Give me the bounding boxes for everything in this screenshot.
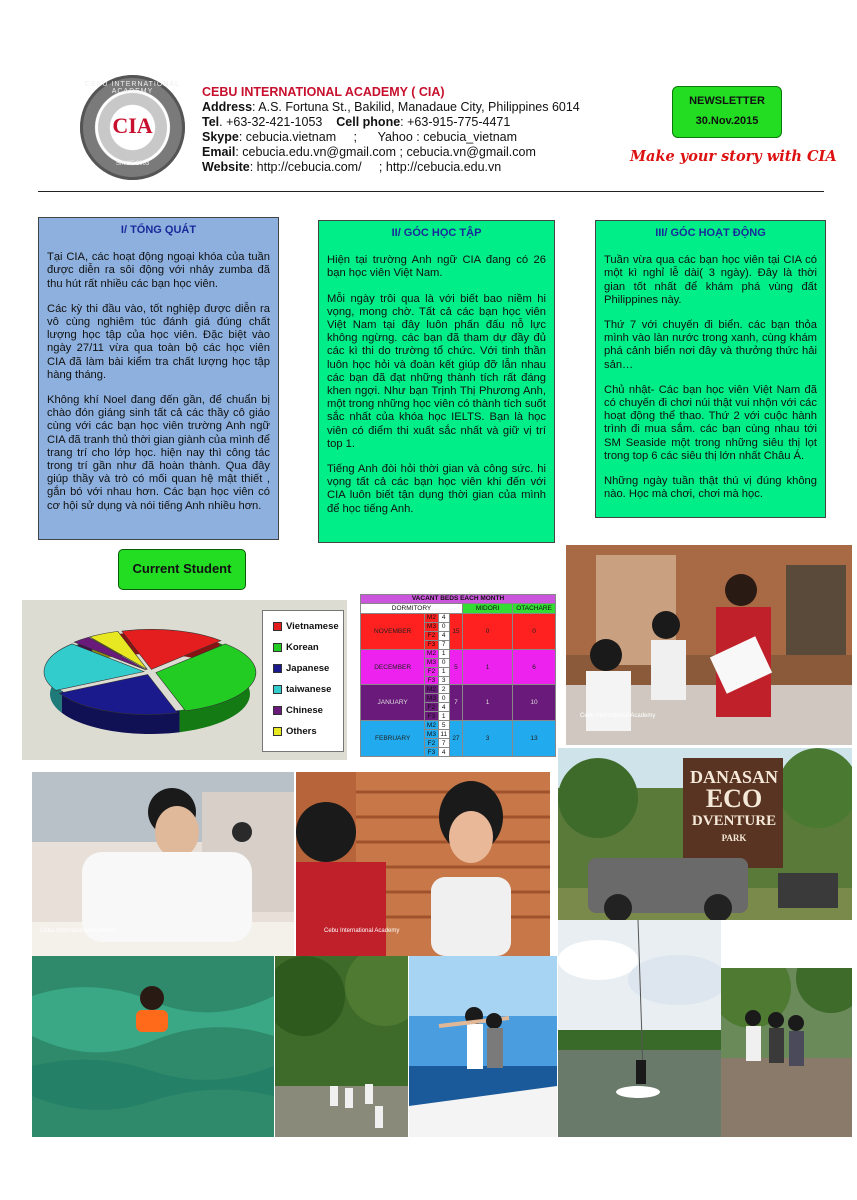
beds-midori: 1 [463, 649, 513, 685]
pie-chart [22, 600, 262, 760]
beds-row [361, 649, 556, 658]
logo-text: CIA [112, 113, 153, 138]
legend-label: Korean [286, 642, 319, 653]
beds-room-type: M2 [425, 685, 438, 694]
beds-room-type: M3 [425, 658, 438, 667]
legend-swatch [273, 727, 282, 736]
overview-title: I/ TỔNG QUÁT [120, 224, 197, 236]
email-label: Email [202, 145, 236, 159]
beds-room-count: 4 [438, 631, 449, 640]
beds-room-count: 4 [438, 703, 449, 712]
study-paragraph: Hiện tại trường Anh ngữ CIA đang có 26 bạn học viên Việt Nam. [327, 254, 546, 280]
beds-room-type: F3 [425, 712, 438, 721]
skype-value: : cebucia.vietnam ; Yahoo : cebucia_vietnam [238, 130, 518, 144]
current-student-label: Current Student [118, 549, 246, 590]
photo-image [32, 956, 274, 1137]
beds-room-type: M2 [425, 613, 438, 622]
legend-swatch [273, 622, 282, 631]
legend-item [273, 642, 319, 654]
beds-otachare: 0 [513, 613, 556, 649]
legend-swatch [273, 685, 282, 694]
tel-label: Tel [202, 115, 220, 129]
beds-otachare: 6 [513, 649, 556, 685]
vacant-beds-table [360, 594, 556, 757]
legend-item [273, 684, 331, 696]
beds-room-type: F3 [425, 640, 438, 649]
beds-month: JANUARY [361, 685, 425, 721]
park-sign-line: ECO [705, 784, 763, 813]
legend-label: Others [286, 726, 317, 737]
beds-midori: 3 [463, 721, 513, 757]
address-line [202, 100, 580, 115]
beds-room-count: 11 [438, 730, 449, 739]
beds-row [361, 685, 556, 694]
activity-title: III/ GÓC HOẠT ĐỘNG [655, 227, 766, 239]
legend-swatch [273, 664, 282, 673]
legend-label: Japanese [286, 663, 330, 674]
beds-midori: 0 [463, 613, 513, 649]
photo-rocks-group [721, 968, 852, 1137]
legend-swatch [273, 643, 282, 652]
photo-watermark: Cebu International Academy [324, 928, 400, 934]
email-value: : cebucia.edu.vn@gmail.com ; cebucia.vn@gmail.com [235, 145, 536, 159]
beds-dorm-total: 7 [449, 685, 462, 721]
activity-paragraph: Những ngày tuần thật thú vị đúng không nào. Học mà chơi, chơi mà học. [604, 475, 817, 501]
photo-watermark: Cebu International Academy [40, 928, 116, 934]
beds-row [361, 613, 556, 622]
beds-room-type: F2 [425, 703, 438, 712]
photo-student-writing [32, 772, 294, 956]
website-value: : http://cebucia.com/ ; http://cebucia.edu.vn [249, 160, 502, 174]
beds-otachare: 13 [513, 721, 556, 757]
photo-boat-pose [409, 956, 557, 1137]
photo-teacher-talking [296, 772, 550, 956]
beds-room-count: 1 [438, 667, 449, 676]
cell-value: : +63-915-775-4471 [400, 115, 511, 129]
photo-image [275, 956, 408, 1137]
phone-line [202, 115, 580, 130]
beds-room-count: 1 [438, 649, 449, 658]
park-sign-line: DVENTURE [691, 813, 777, 829]
cia-logo [80, 75, 185, 180]
study-section [318, 220, 555, 543]
beds-dorm-total: 5 [449, 649, 462, 685]
address-value: : A.S. Fortuna St., Bakilid, Manadaue City, Philippines 6014 [252, 100, 580, 114]
photo-wakeboard [558, 920, 721, 1137]
photo-image [721, 968, 852, 1137]
park-sign [686, 766, 782, 844]
beds-dorm-total: 27 [449, 721, 462, 757]
beds-room-count: 3 [438, 676, 449, 685]
study-paragraph: Tiếng Anh đòi hỏi thời gian và công sức. hi vọng tất cả các bạn học viên khi đến với CIA luôn biết tận dụng thời gian của mình để học tiếng Anh. [327, 463, 546, 515]
beds-room-type: M3 [425, 694, 438, 703]
beds-midori: 1 [463, 685, 513, 721]
beds-room-type: F2 [425, 739, 438, 748]
legend-label: taiwanese [286, 684, 332, 695]
beds-room-count: 0 [438, 622, 449, 631]
beds-room-type: M2 [425, 721, 438, 730]
beds-header-midori: MIDORI [463, 603, 513, 613]
photo-swimming [32, 956, 274, 1137]
photo-watermark: Cebu International Academy [580, 713, 656, 719]
legend-label: Chinese [286, 705, 323, 716]
beds-row [361, 721, 556, 730]
beds-room-type: M3 [425, 730, 438, 739]
legend-item [273, 621, 339, 633]
photo-image [409, 956, 557, 1137]
address-label: Address [202, 100, 253, 114]
legend-item [273, 663, 329, 675]
org-name: CEBU INTERNATIONAL ACADEMY ( CIA) [202, 85, 445, 99]
study-title: II/ GÓC HỌC TẬP [391, 227, 482, 239]
website-line [202, 160, 580, 175]
legend-label: Vietnamese [286, 621, 339, 632]
legend-item [273, 726, 317, 738]
beds-room-type: F3 [425, 748, 438, 757]
beds-room-count: 0 [438, 694, 449, 703]
tel-value: . +63-32-421-1053 [219, 115, 323, 129]
study-paragraph: Mỗi ngày trôi qua là với biết bao niềm hi vọng, mong chờ. Tất cả các bạn học viên Việt Nam tại đây luôn phấn đấu nỗ lực không ngừng. các bạn đã tham dự đầy đủ các kì thi do trường tổ chức. Với tinh thần luôn học hỏi và đoàn kết giúp đỡ lẫn nhau các bạn đã đạt những thành tích rất đáng khen ngợi. Như bạn Trịnh Thị Phương Anh, một trong những học viên có thành tích suốt sắc nhất của khóa học IELTS. Bạn là học viên có điểm thi xuất sắc nhất và giữ vị trí top 1. [327, 292, 546, 450]
beds-room-count: 7 [438, 640, 449, 649]
logo-ring-text: CEBU INTERNATIONAL ACADEMY [85, 81, 180, 95]
beds-room-type: F2 [425, 667, 438, 676]
skype-label: Skype [202, 130, 239, 144]
overview-paragraph: Tại CIA, các hoạt động ngoại khóa của tuần được diễn ra sôi động với nhảy zumba đã thu hút rất nhiều các bạn học viên. [47, 251, 270, 290]
beds-otachare: 10 [513, 685, 556, 721]
contact-block [202, 85, 580, 175]
beds-room-count: 4 [438, 613, 449, 622]
legend-swatch [273, 706, 282, 715]
park-sign-line: PARK [721, 833, 747, 843]
beds-month: FEBRUARY [361, 721, 425, 757]
photo-eco-adventure-park [558, 748, 852, 920]
park-sign-line: DANASAN [689, 767, 778, 787]
photo-waterfall-group [275, 956, 408, 1137]
logo-since-text: SINCE 2003 [115, 161, 150, 167]
beds-room-type: F3 [425, 676, 438, 685]
beds-month: DECEMBER [361, 649, 425, 685]
beds-header-otachare: OTACHARE [513, 603, 556, 613]
website-label: Website [202, 160, 250, 174]
beds-room-count: 2 [438, 685, 449, 694]
beds-room-count: 1 [438, 712, 449, 721]
header-divider [38, 191, 824, 192]
slogan: Make your story with CIA [630, 148, 837, 165]
email-line [202, 145, 580, 160]
beds-room-type: M3 [425, 622, 438, 631]
cell-label: Cell phone [336, 115, 401, 129]
chart-legend [262, 610, 344, 752]
beds-room-count: 4 [438, 748, 449, 757]
beds-room-count: 7 [438, 739, 449, 748]
beds-room-type: M2 [425, 649, 438, 658]
activity-paragraph: Tuần vừa qua các bạn học viên tại CIA có một kì nghỉ lễ dài( 3 ngày). Đây là thời gian tốt nhất để khám phá vùng đất Philippines này. [604, 254, 817, 306]
skype-line [202, 130, 580, 145]
beds-month: NOVEMBER [361, 613, 425, 649]
beds-room-count: 0 [438, 658, 449, 667]
legend-item [273, 705, 323, 717]
beds-header-dorm: DORMITORY [361, 603, 463, 613]
newsletter-badge [672, 86, 782, 138]
overview-paragraph: Các kỳ thi đầu vào, tốt nghiệp được diễn ra vô cùng nghiêm túc đánh giá đúng chất lượng học tập của học viên. Đặc biệt vào ngày 27/11 vừa qua toàn bộ các học viên CIA đã làm bài kiểm tra chất lượng học tập hàng tháng. [47, 302, 270, 381]
overview-paragraph: Không khí Noel đang đến gần, để chuẩn bị chào đón giáng sinh tất cả các thầy cô giáo cùng với các bạn học viên trường Anh ngữ CIA đã tranh thủ thời gian giành của mình để trang trí cho lớp học. hiện nay thì công tác trong trí gần như đã hoàn thành. Qua đây giúp thầy và trò có mối quan hệ mật thiết , gắn bó với nhau hơn. Các bạn học viên có cơ hội sử dụng và nói tiếng Anh nhiều hơn. [47, 394, 270, 512]
beds-title: VACANT BEDS EACH MONTH [361, 595, 556, 604]
newsletter-label: NEWSLETTER [689, 95, 765, 107]
photo-image [558, 920, 721, 1137]
activity-section [595, 220, 826, 518]
student-nationality-chart [22, 600, 347, 760]
beds-dorm-total: 15 [449, 613, 462, 649]
photo-student-consultation [566, 545, 852, 745]
activity-paragraph: Thứ 7 với chuyến đi biển. các bạn thỏa mình vào làn nước trong xanh, cùng khám phá cảnh biển nơi đây và thưởng thức hải sản… [604, 319, 817, 371]
activity-paragraph: Chủ nhật- Các bạn học viên Việt Nam đã có chuyến đi chơi núi thật vui nhộn với các hoạt động thể thao. Thứ 2 với cuộc hành trình đi mua sắm. các bạn cùng nhau tới SM Seaside một trong những siêu thị lọt trong top 6 các siêu thị lớn nhất Châu Á. [604, 383, 817, 462]
newsletter-date: 30.Nov.2015 [695, 115, 759, 127]
beds-room-count: 5 [438, 721, 449, 730]
beds-room-type: F2 [425, 631, 438, 640]
overview-section [38, 217, 279, 540]
